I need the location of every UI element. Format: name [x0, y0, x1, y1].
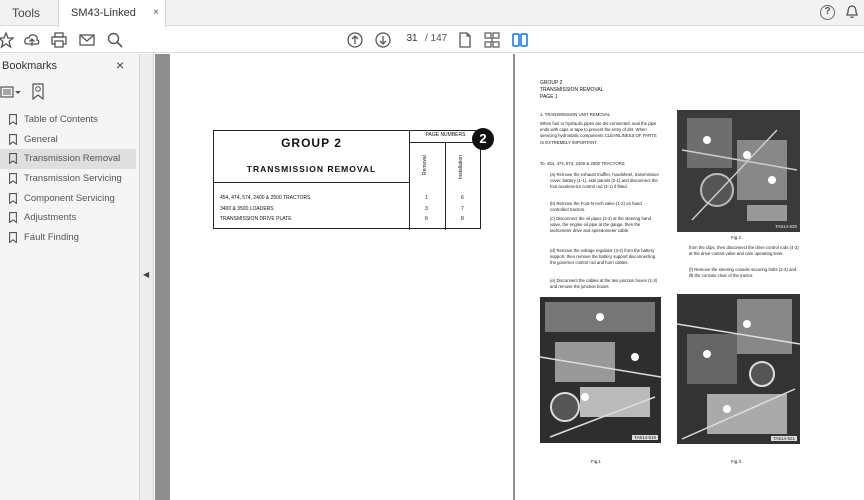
pdf-page-left — [170, 54, 513, 500]
intro-heading: 1. TRANSMISSION UNIT REMOVAL — [540, 112, 611, 117]
bookmark-label: Transmission Removal — [24, 153, 121, 165]
console-photo-image — [677, 294, 800, 444]
star-icon[interactable] — [0, 31, 15, 49]
figure-2-photo — [677, 110, 800, 232]
section-heading: To. 454, 474, 574, 2400 & 2500 TRACTORS — [540, 161, 625, 166]
bookmarks-tools — [0, 82, 140, 104]
panel-splitter[interactable] — [140, 54, 154, 500]
step-a: (a) Remove the exhaust muffler, hoodsheet, transmission cover, battery (1-1), side panels (2-1) and disconnect the foot accelera-tor control rod (3-1) if fitted. — [550, 172, 659, 190]
table-cell: 8 — [461, 216, 464, 222]
bookmark-label: Fault Finding — [24, 232, 79, 244]
bookmark-label: Adjustments — [24, 212, 77, 224]
bookmark-icon — [9, 173, 17, 184]
bookmark-item[interactable] — [0, 228, 140, 248]
page-total: / 147 — [425, 33, 448, 44]
scroll-mode-icon[interactable] — [483, 31, 501, 49]
email-icon[interactable] — [78, 31, 96, 49]
photo-code: TA514-520 — [775, 224, 797, 229]
bookmark-item[interactable] — [0, 169, 140, 189]
photo-code: TA514-515 — [634, 435, 656, 440]
step-e: (e) Disconnect the cables at the two junction boxes (1-3) and remove the junction boxes — [550, 278, 658, 290]
bookmark-item[interactable] — [0, 110, 140, 130]
tab-document[interactable] — [58, 0, 166, 27]
installation-header: Installation — [458, 155, 464, 179]
bookmark-search-icon[interactable] — [31, 83, 45, 100]
bookmark-label: Transmission Servicing — [24, 173, 122, 185]
figure-3-photo — [677, 294, 800, 444]
intro-text: When fuel or hydraulic pipes are dis-connected, seal the pipe ends with caps or tape to prevent the entry of dirt. When servicing hydrostatic components CLEANLINESS OF PARTS IS EXTREMELY IMPORTANT. — [540, 121, 657, 145]
print-icon[interactable] — [50, 31, 68, 49]
tab-document-label: SM43-Linked — [71, 7, 136, 19]
table-row-label: 3400 & 3500 LOADERS — [220, 206, 274, 212]
table-row-label: 454, 474, 574, 2400 & 2500 TRACTORS — [220, 195, 311, 201]
figure-3-caption: Fig.3 — [731, 459, 742, 464]
step-c: (c) Disconnect the oil pipes (2-2) at the steering hand valve, the engine oil pipe at the gauge, then the tachometer drive and speedometer cable. — [550, 216, 652, 234]
upload-cloud-icon[interactable] — [23, 31, 41, 49]
step-f: (f) Remove the steering console securing bolts (2-3) and lift the console clear of the tractor. — [689, 267, 797, 279]
bookmark-item[interactable] — [0, 149, 136, 169]
options-menu-icon[interactable] — [0, 85, 22, 99]
continued-text: from the clips, then disconnect the drive control rods (4-3) at the drive control valve and cam operating lever. — [689, 245, 799, 257]
figure-1-caption: Fig.1 — [591, 459, 602, 464]
group-table — [213, 130, 481, 229]
table-cell: 7 — [461, 206, 464, 212]
step-d: (d) Remove the voltage regulator (3-2) from the battery support, then remove the battery support disconnecting the governor control rod and horn cables. — [550, 248, 656, 266]
page-number-input[interactable]: 31 — [406, 33, 418, 44]
table-cell: 6 — [425, 216, 428, 222]
bookmark-item[interactable] — [0, 208, 140, 228]
bookmark-label: Component Servicing — [24, 192, 115, 204]
two-page-view-icon[interactable] — [511, 31, 529, 49]
bookmark-icon — [9, 153, 17, 164]
pdf-page-right — [515, 54, 864, 500]
group-badge: 2 — [472, 128, 494, 150]
help-icon[interactable]: ? — [820, 5, 835, 20]
step-b: (b) Remove the Foot-N-Inch valve (1-2) on hand controlled tractors. — [550, 201, 642, 213]
page-header: GROUP 2 TRANSMISSION REMOVAL PAGE 1 — [540, 80, 604, 100]
bookmark-item[interactable] — [0, 130, 140, 150]
group-subtitle: TRANSMISSION REMOVAL — [246, 164, 377, 174]
tab-bar — [0, 0, 864, 26]
bookmark-icon — [9, 232, 17, 243]
previous-page-icon[interactable] — [346, 31, 364, 49]
bookmark-list — [0, 110, 140, 248]
bookmark-icon — [9, 193, 17, 204]
table-cell: 6 — [461, 195, 464, 201]
next-page-icon[interactable] — [374, 31, 392, 49]
figure-1-photo — [540, 297, 661, 443]
page-numbers-header: PAGE NUMBERS — [425, 132, 466, 138]
search-icon[interactable] — [106, 31, 124, 49]
collapse-arrow-icon[interactable]: ◀ — [143, 270, 150, 279]
photo-code: TA514-521 — [773, 436, 795, 441]
bookmark-label: General — [24, 133, 58, 145]
close-tab-icon[interactable]: × — [153, 7, 159, 18]
group-title: GROUP 2 — [281, 136, 342, 150]
bookmarks-title: Bookmarks — [2, 60, 58, 72]
table-row-label: TRANSMISSION DRIVE PLATE — [220, 216, 292, 222]
bookmarks-panel — [0, 54, 140, 500]
bookmark-icon — [9, 114, 17, 125]
notification-bell-icon[interactable] — [846, 5, 858, 19]
engine-photo-image — [540, 297, 661, 443]
bookmark-icon — [9, 212, 17, 223]
tractor-photo-image — [677, 110, 800, 232]
removal-header: Removal — [422, 155, 428, 175]
table-cell: 1 — [425, 195, 428, 201]
bookmark-icon — [9, 134, 17, 145]
bookmark-label: Table of Contents — [24, 114, 98, 125]
tab-tools[interactable]: Tools — [12, 6, 41, 20]
bookmark-item[interactable] — [0, 189, 140, 209]
figure-2-caption: Fig.2 — [731, 235, 742, 240]
single-page-view-icon[interactable] — [456, 31, 474, 49]
close-panel-icon[interactable]: × — [116, 57, 125, 73]
table-cell: 3 — [425, 206, 428, 212]
